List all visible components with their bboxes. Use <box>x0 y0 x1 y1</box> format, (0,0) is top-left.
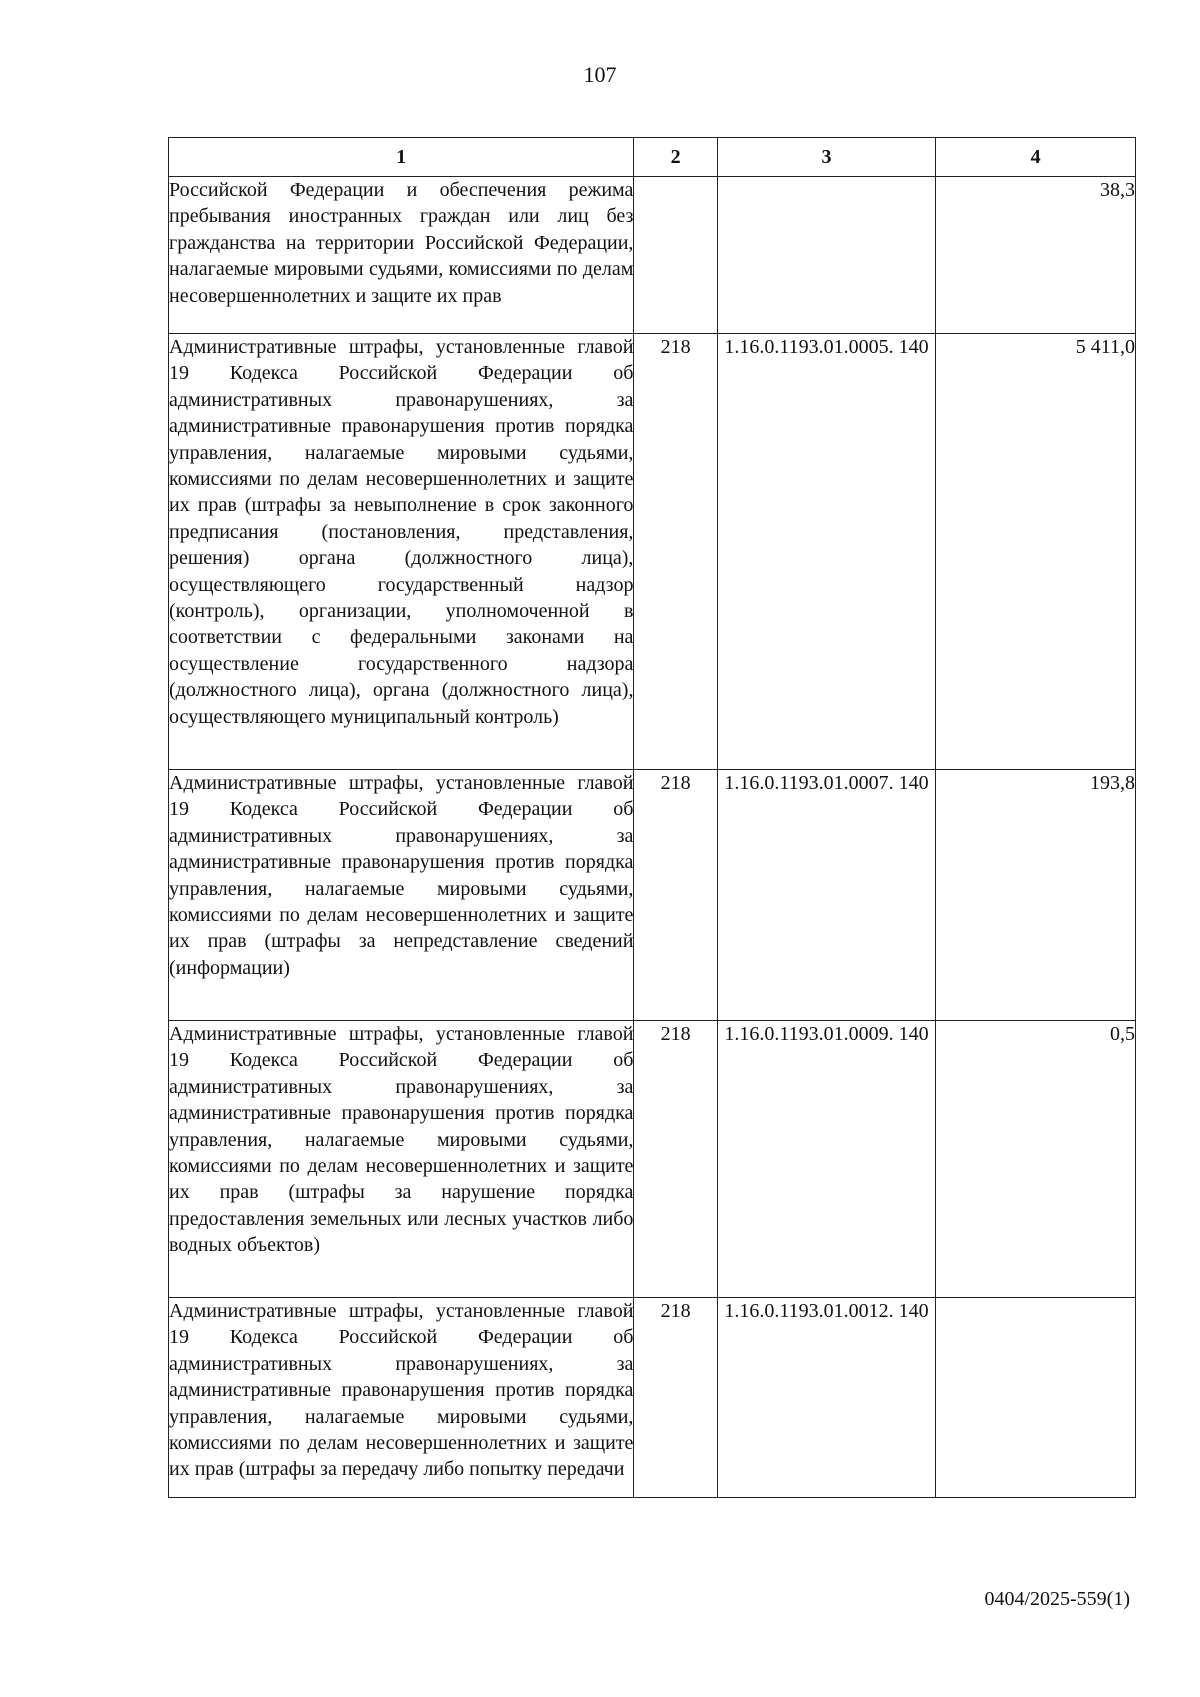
table-row <box>169 334 1136 770</box>
row-description <box>169 334 634 770</box>
row-admin-code: 218 <box>634 770 717 1021</box>
column-header-3: 3 <box>717 138 936 177</box>
column-header-4: 4 <box>936 138 1136 177</box>
budget-table <box>168 137 1136 1498</box>
row-admin-code: 218 <box>634 1298 717 1498</box>
row-description-text: Административные штрафы, установленные главой 19 Кодекса Российской Федерации об административных правонарушениях, за административные правонарушения против порядка управления, налагаемые мировыми судьями, комиссиями по делам несовершеннолетних и защите их прав (штрафы за нарушение порядка предоставления земельных или лесных участков либо водных объектов) <box>169 1023 634 1257</box>
row-kbk-code: 1.16.0.1193.01.0005. 140 <box>717 334 936 770</box>
row-amount: 38,3 <box>936 177 1136 334</box>
table-row <box>169 1021 1136 1298</box>
row-kbk-code: 1.16.0.1193.01.0009. 140 <box>717 1021 936 1298</box>
table-row <box>169 1298 1136 1498</box>
table-row <box>169 177 1136 334</box>
row-amount: 5 411,0 <box>936 334 1136 770</box>
column-header-2: 2 <box>634 138 717 177</box>
row-amount <box>936 1298 1136 1498</box>
row-description <box>169 177 634 334</box>
row-admin-code: 218 <box>634 1021 717 1298</box>
row-description-text: Российской Федерации и обеспечения режима пребывания иностранных граждан или лиц без гражданства на территории Российской Федерации, налагаемые мировыми судьями, комиссиями по делам несовершеннолетних и защите их прав <box>169 179 634 307</box>
table-header-row <box>169 138 1136 177</box>
row-amount: 0,5 <box>936 1021 1136 1298</box>
row-kbk-code: 1.16.0.1193.01.0012. 140 <box>717 1298 936 1498</box>
row-description <box>169 1298 634 1498</box>
row-kbk-code: 1.16.0.1193.01.0007. 140 <box>717 770 936 1021</box>
row-description <box>169 1021 634 1298</box>
column-header-1: 1 <box>169 138 634 177</box>
row-kbk-code <box>717 177 936 334</box>
row-admin-code: 218 <box>634 334 717 770</box>
row-description-text: Административные штрафы, установленные главой 19 Кодекса Российской Федерации об административных правонарушениях, за административные правонарушения против порядка управления, налагаемые мировыми судьями, комиссиями по делам несовершеннолетних и защите их прав (штрафы за невыполнение в срок законного предписания (постановления, представления, решения) органа (должностного лица), осуществляющего государственный надзор (контроль), организации, уполномоченной в соответствии с федеральными законами на осуществление государственного надзора (должностного лица), органа (должностного лица), осуществляющего муниципальный контроль) <box>169 336 634 728</box>
row-amount: 193,8 <box>936 770 1136 1021</box>
row-description <box>169 770 634 1021</box>
row-description-text: Административные штрафы, установленные главой 19 Кодекса Российской Федерации об административных правонарушениях, за административные правонарушения против порядка управления, налагаемые мировыми судьями, комиссиями по делам несовершеннолетних и защите их прав (штрафы за передачу либо попытку передачи <box>169 1300 634 1481</box>
table-row <box>169 770 1136 1021</box>
document-number: 0404/2025-559(1) <box>984 1588 1130 1610</box>
row-admin-code <box>634 177 717 334</box>
page-number: 107 <box>583 62 617 87</box>
row-description-text: Административные штрафы, установленные главой 19 Кодекса Российской Федерации об административных правонарушениях, за административные правонарушения против порядка управления, налагаемые мировыми судьями, комиссиями по делам несовершеннолетних и защите их прав (штрафы за непредставление сведений (информации) <box>169 772 634 979</box>
